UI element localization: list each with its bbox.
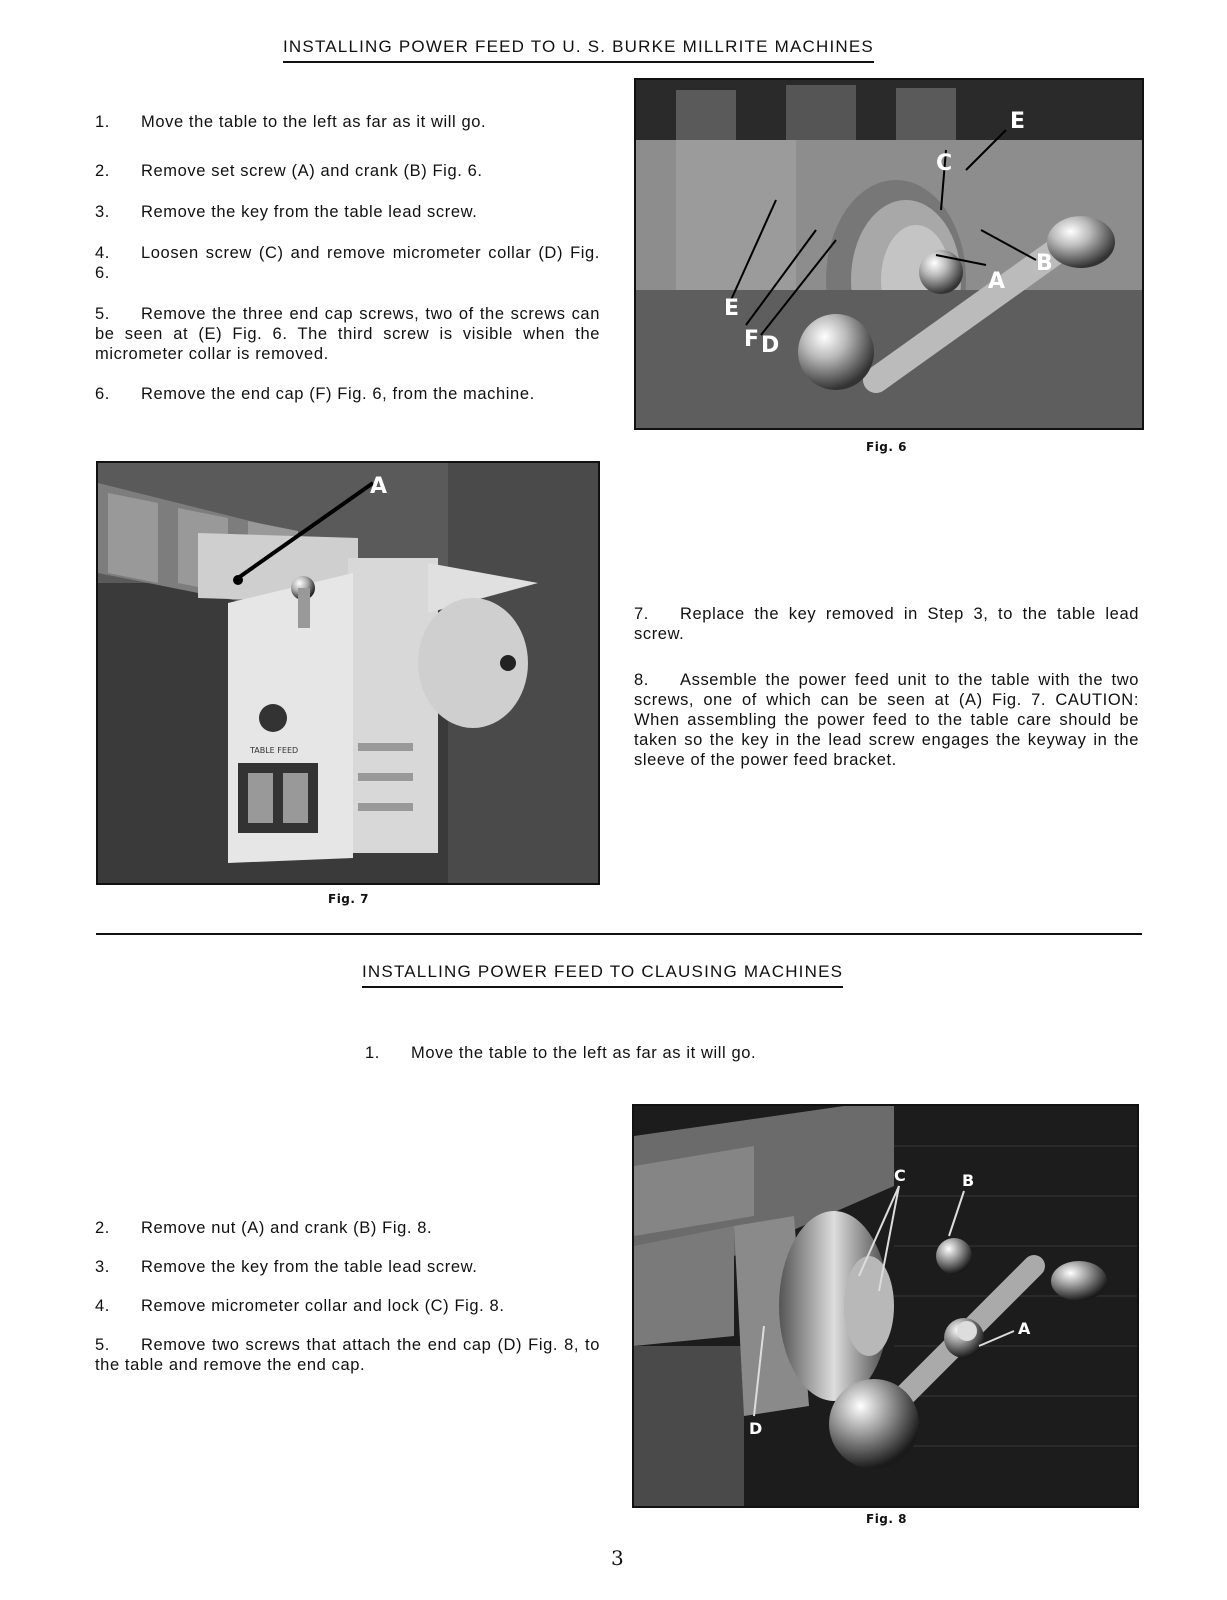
step-text: Remove nut (A) and crank (B) Fig. 8.: [141, 1219, 433, 1237]
step-number: 8.: [634, 671, 649, 689]
fig8-photo: [632, 1104, 1139, 1508]
step-item: [95, 384, 600, 404]
step-text: Remove the three end cap screws, two of the screws can be seen at (E) Fig. 6. The third screw is visible when the micrometer collar is removed.: [95, 305, 600, 363]
step-item: [95, 304, 600, 364]
step-item: [95, 161, 600, 181]
step-number: 3.: [95, 203, 110, 221]
step-item: [95, 1218, 600, 1238]
step-item: [634, 670, 1139, 770]
step-number: 1.: [365, 1044, 380, 1062]
section2-heading: INSTALLING POWER FEED TO CLAUSING MACHINES: [362, 962, 843, 988]
step-text: Remove the end cap (F) Fig. 6, from the machine.: [141, 385, 535, 403]
step-item: [95, 202, 600, 222]
fig8-label: A: [1018, 1319, 1031, 1338]
step-text: Remove set screw (A) and crank (B) Fig. 6.: [141, 162, 483, 180]
fig8-label: C: [894, 1166, 906, 1185]
step-number: 7.: [634, 605, 649, 623]
step-number: 2.: [95, 1219, 110, 1237]
fig6-label: E: [1010, 109, 1026, 134]
step-item: [95, 1257, 600, 1277]
step-item: [95, 1335, 600, 1375]
fig7-photo: [96, 461, 600, 885]
step-item: [95, 1296, 600, 1316]
fig6-label: C: [936, 151, 953, 176]
step-item: [95, 112, 600, 132]
fig8-label: B: [962, 1171, 975, 1190]
step-number: 4.: [95, 1297, 110, 1315]
section1-heading: INSTALLING POWER FEED TO U. S. BURKE MILLRITE MACHINES: [283, 37, 874, 63]
fig6-photo: [634, 78, 1144, 430]
step-number: 2.: [95, 162, 110, 180]
fig6-label: B: [1036, 251, 1053, 276]
fig8-caption: Fig. 8: [866, 1512, 907, 1526]
step-number: 5.: [95, 1336, 110, 1354]
step-number: 6.: [95, 385, 110, 403]
fig6-label: A: [988, 269, 1006, 294]
step-text: Move the table to the left as far as it will go.: [141, 113, 487, 131]
fig6-caption: Fig. 6: [866, 440, 907, 454]
fig6-label: D: [761, 333, 780, 358]
fig6-label: F: [744, 327, 760, 352]
step-text: Remove the key from the table lead screw.: [141, 203, 478, 221]
step-item: [95, 243, 600, 283]
step-number: 4.: [95, 244, 110, 262]
fig8-label: D: [749, 1419, 763, 1438]
step-item: [634, 604, 1139, 644]
step-number: 1.: [95, 113, 110, 131]
step-item: [365, 1043, 885, 1063]
step-text: Remove micrometer collar and lock (C) Fig. 8.: [141, 1297, 505, 1315]
step-text: Move the table to the left as far as it will go.: [411, 1044, 757, 1062]
step-text: Remove the key from the table lead screw.: [141, 1258, 478, 1276]
step-text: Replace the key removed in Step 3, to the table lead screw.: [634, 605, 1139, 643]
page-number: 3: [611, 1546, 624, 1570]
step-number: 3.: [95, 1258, 110, 1276]
fig7-label: A: [370, 474, 388, 499]
step-text: Assemble the power feed unit to the table with the two screws, one of which can be seen at (A) Fig. 7. CAUTION: When assembling the power feed to the table care should be taken so the key in the lead screw engages the keyway in the sleeve of the power feed bracket.: [634, 671, 1139, 769]
fig7-plate-text: TABLE FEED: [250, 746, 299, 755]
section-divider: [96, 933, 1142, 935]
step-text: Loosen screw (C) and remove micrometer collar (D) Fig. 6.: [95, 244, 600, 282]
fig6-label: E: [724, 296, 740, 321]
fig7-caption: Fig. 7: [328, 892, 369, 906]
step-number: 5.: [95, 305, 110, 323]
step-text: Remove two screws that attach the end cap (D) Fig. 8, to the table and remove the end cap.: [95, 1336, 600, 1374]
